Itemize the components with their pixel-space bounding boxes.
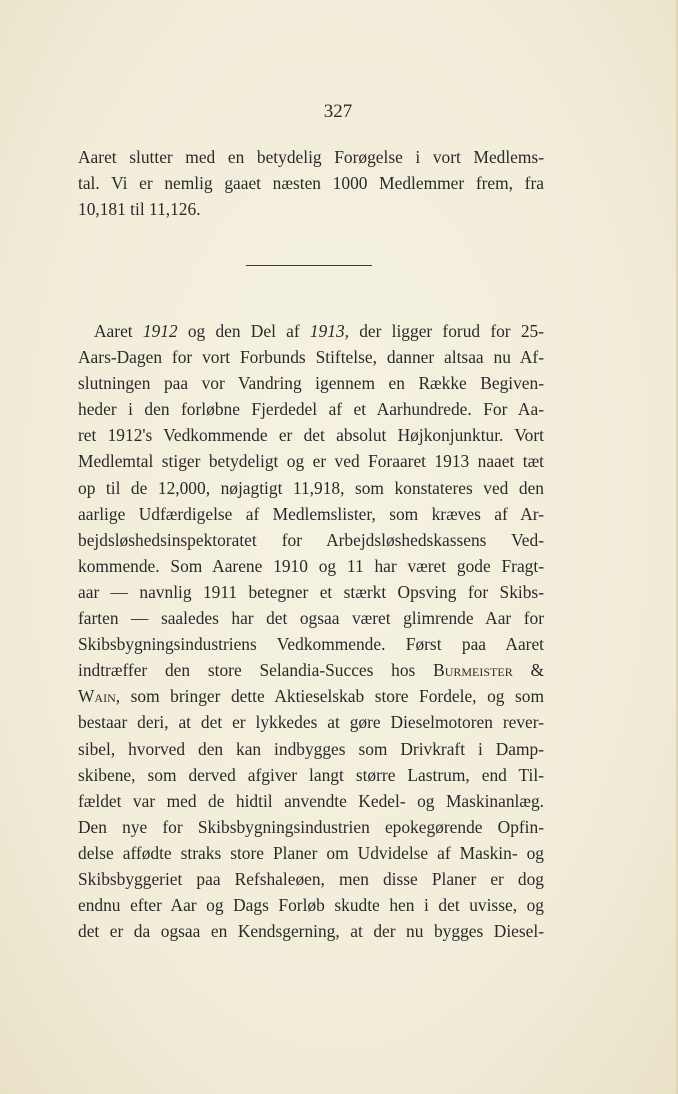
- text-line: [78, 318, 544, 344]
- text-line: fældet var med de hidtil anvendte Kedel- og Maskinanlæg.: [78, 790, 544, 811]
- text-run: &: [512, 660, 545, 681]
- page-number: 327: [323, 101, 353, 122]
- text-line: delse affødte straks store Planer om Udvidelse af Maskin- og: [78, 842, 544, 863]
- section-divider: [246, 265, 372, 266]
- text-run: Aaret: [94, 321, 143, 341]
- company-name: Burmeister: [433, 660, 513, 681]
- text-line: bejdsløshedsinspektoratet for Arbejdsløshedskassens Ved-: [78, 529, 544, 550]
- text-line: Medlemtal stiger betydeligt og er ved Foraaret 1913 naaet tæt: [78, 451, 544, 472]
- text-line: tal. Vi er nemlig gaaet næsten 1000 Medlemmer frem, fra: [78, 173, 544, 194]
- text-line: heder i den forløbne Fjerdedel af et Aarhundrede. For Aa-: [78, 399, 544, 420]
- text-run: indtræffer den store Selandia-Succes hos: [78, 660, 434, 681]
- text-run: , som bringer dette Aktieselskab store Fordele, og som: [115, 686, 544, 707]
- text-line: slutningen paa vor Vandring igennem en Række Begiven-: [78, 373, 544, 394]
- text-run: og den Del af: [177, 321, 310, 341]
- text-line: aarlige Udfærdigelse af Medlemslister, som kræves af Ar-: [78, 503, 544, 524]
- text-line: 10,181 til 11,126.: [78, 199, 201, 220]
- year-1912: 1912: [142, 321, 178, 341]
- text-line: Skibsbygningsindustriens Vedkommende. Først paa Aaret: [78, 634, 544, 655]
- year-1913: 1913,: [309, 321, 349, 341]
- text-line: skibene, som derved afgiver langt større Lastrum, end Til-: [78, 764, 544, 785]
- text-line: endnu efter Aar og Dags Forløb skudte hen i det uvisse, og: [78, 895, 544, 916]
- paragraph-1: [78, 144, 544, 222]
- text-line: Skibsbyggeriet paa Refshaleøen, men disse Planer er dog: [78, 868, 544, 889]
- company-name: Wain: [78, 686, 116, 707]
- text-line: kommende. Som Aarene 1910 og 11 har været gode Fragt-: [78, 555, 544, 576]
- text-line: op til de 12,000, nøjagtigt 11,918, som konstateres ved den: [78, 477, 544, 498]
- text-line: ret 1912's Vedkommende er det absolut Højkonjunktur. Vort: [78, 425, 544, 446]
- text-line: sibel, hvorved den kan indbygges som Drivkraft i Damp-: [78, 738, 544, 759]
- text-line: Aars-Dagen for vort Forbunds Stiftelse, danner altsaa nu Af-: [78, 347, 544, 368]
- text-line: Den nye for Skibsbygningsindustrien epokegørende Opfin-: [78, 816, 544, 837]
- text-line: [78, 657, 544, 683]
- text-line: [78, 683, 544, 709]
- text-line: Aaret slutter med en betydelig Forøgelse i vort Medlems-: [78, 147, 544, 167]
- text-line: det er da ogsaa en Kendsgerning, at der nu bygges Diesel-: [78, 921, 544, 942]
- text-line: bestaar deri, at det er lykkedes at gøre Dieselmotoren rever-: [78, 712, 544, 733]
- text-run: der ligger forud for 25-: [349, 321, 545, 341]
- text-line: aar — navnlig 1911 betegner et stærkt Opsving for Skibs-: [78, 581, 544, 602]
- text-line: farten — saaledes har det ogsaa været glimrende Aar for: [78, 608, 544, 629]
- paragraph-2: [78, 318, 544, 944]
